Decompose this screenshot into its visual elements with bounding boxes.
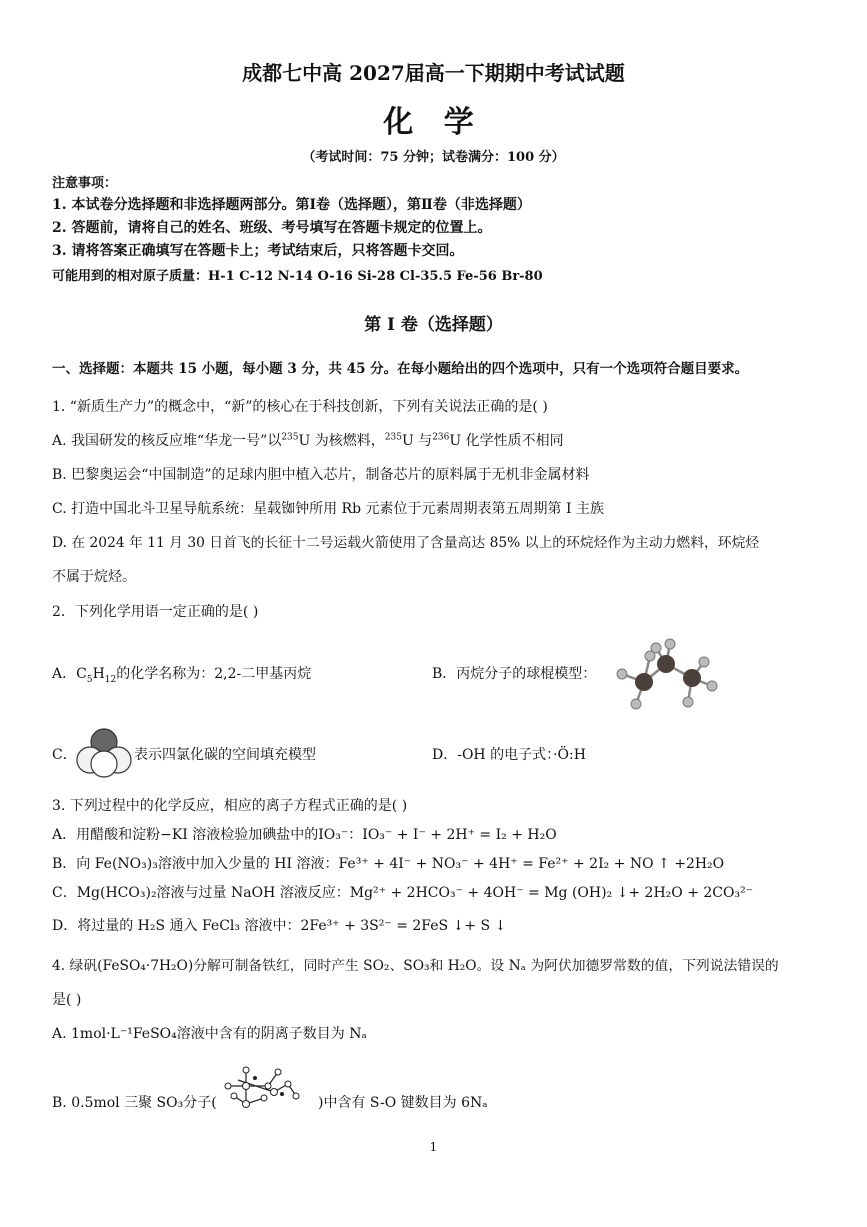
q1-option-a	[52, 432, 564, 450]
q1-a-sup2: 235	[384, 432, 402, 443]
q2-option-c-label: C．	[52, 747, 77, 763]
q1-a-sup3: 236	[432, 432, 450, 443]
q2-a-sub2: 12	[104, 674, 117, 685]
section-title: 第 I 卷（选择题）	[364, 315, 503, 335]
notes-label: 注意事项：	[52, 176, 118, 191]
q2-option-c-text: 表示四氯化碳的空间填充模型	[134, 747, 316, 763]
q3-option-d: D．将过量的 H₂S 通入 FeCl₃ 溶液中：2Fe³⁺ + 3S²⁻ = 2FeS ↓+ S ↓	[52, 918, 507, 934]
atomic-masses: 可能用到的相对原子质量：H-1 C-12 N-14 O-16 Si-28 Cl-35.5 Fe-56 Br-80	[52, 269, 543, 284]
q4-option-b-pre: B. 0.5mol 三聚 SO₃分子(	[52, 1095, 217, 1111]
q2-option-b: B．丙烷分子的球棍模型：	[432, 666, 597, 682]
q2-d-pre: D．-OH 的电子式：	[432, 747, 554, 763]
q2-stem: 2．下列化学用语一定正确的是( )	[52, 604, 259, 620]
q2-d-formula: ·Ö:H	[553, 747, 586, 763]
propane-ball-stick-model	[608, 632, 726, 714]
q1-a-post: U 化学性质不相同	[449, 433, 564, 449]
space-filling-model	[76, 728, 132, 778]
q1-a-mid2: U 与	[401, 433, 433, 449]
q1-a-pre: A. 我国研发的核反应堆“华龙一号”以	[52, 433, 282, 449]
exam-title: 成都七中高 2027届高一下期期中考试试题	[242, 61, 625, 85]
note-item-1: 1. 本试卷分选择题和非选择题两部分。第Ⅰ卷（选择题），第Ⅱ卷（非选择题）	[52, 197, 531, 213]
q2-option-d	[432, 746, 586, 764]
q1-stem: 1. “新质生产力”的概念中，“新”的核心在于科技创新，下列有关说法正确的是( )	[52, 399, 548, 415]
q3-option-b: B．向 Fe(NO₃)₃溶液中加入少量的 HI 溶液：Fe³⁺ + 4I⁻ + NO₃⁻ + 4H⁺ = Fe²⁺ + 2I₂ + NO ↑ +2H₂O	[52, 856, 725, 872]
q4-option-a: A. 1mol·L⁻¹FeSO₄溶液中含有的阴离子数目为 Nₐ	[52, 1026, 367, 1042]
q3-option-a: A．用醋酸和淀粉−KI 溶液检验加碘盐中的IO₃⁻：IO₃⁻ + I⁻ + 2H⁺ = I₂ + H₂O	[52, 827, 557, 843]
q2-a-sub1: 5	[86, 674, 93, 685]
q2-a-post: 的化学名称为：2,2-二甲基丙烷	[116, 666, 312, 682]
q1-option-d-line2: 不属于烷烃。	[52, 569, 136, 585]
note-item-3: 3. 请将答案正确填写在答题卡上；考试结束后，只将答题卡交回。	[52, 243, 464, 259]
q4-option-b-post: )中含有 S-O 键数目为 6Nₐ	[318, 1095, 488, 1111]
exam-info: （考试时间：75 分钟；试卷满分：100 分）	[302, 150, 565, 165]
q1-a-sup1: 235	[281, 432, 299, 443]
subject-title: 化 学	[383, 105, 484, 140]
section-instruction: 一、选择题：本题共 15 小题，每小题 3 分，共 45 分。在每小题给出的四个选项中，只有一个选项符合题目要求。	[52, 361, 749, 377]
q3-option-c: C．Mg(HCO₃)₂溶液与过量 NaOH 溶液反应：Mg²⁺ + 2HCO₃⁻ + 4OH⁻ = Mg (OH)₂ ↓+ 2H₂O + 2CO₃²⁻	[52, 885, 754, 901]
note-item-2: 2. 答题前，请将自己的姓名、班级、考号填写在答题卡规定的位置上。	[52, 220, 492, 236]
q2-a-pre: A．C	[52, 666, 87, 682]
page-number: 1	[429, 1140, 438, 1154]
q1-option-b: B. 巴黎奥运会“中国制造”的足球内胆中植入芯片，制备芯片的原料属于无机非金属材料	[52, 467, 590, 483]
q1-a-mid1: U 为核燃料，	[298, 433, 385, 449]
q2-option-a	[52, 665, 311, 683]
q2-a-mid: H	[92, 666, 105, 682]
q3-stem: 3. 下列过程中的化学反应，相应的离子方程式正确的是( )	[52, 798, 408, 814]
q4-stem-line2: 是( )	[52, 992, 82, 1008]
q1-option-c: C. 打造中国北斗卫星导航系统：星载铷钟所用 Rb 元素位于元素周期表第五周期第 I 主族	[52, 501, 604, 517]
q4-stem-line1: 4. 绿矾(FeSO₄·7H₂O)分解可制备铁红，同时产生 SO₂、SO₃和 H₂O。设 Nₐ 为阿伏加德罗常数的值，下列说法错误的	[52, 958, 779, 974]
so3-trimer-structure	[208, 1062, 308, 1114]
q1-option-d-line1: D. 在 2024 年 11 月 30 日首飞的长征十二号运载火箭使用了含量高达 85% 以上的环烷烃作为主动力燃料，环烷烃	[52, 535, 760, 551]
